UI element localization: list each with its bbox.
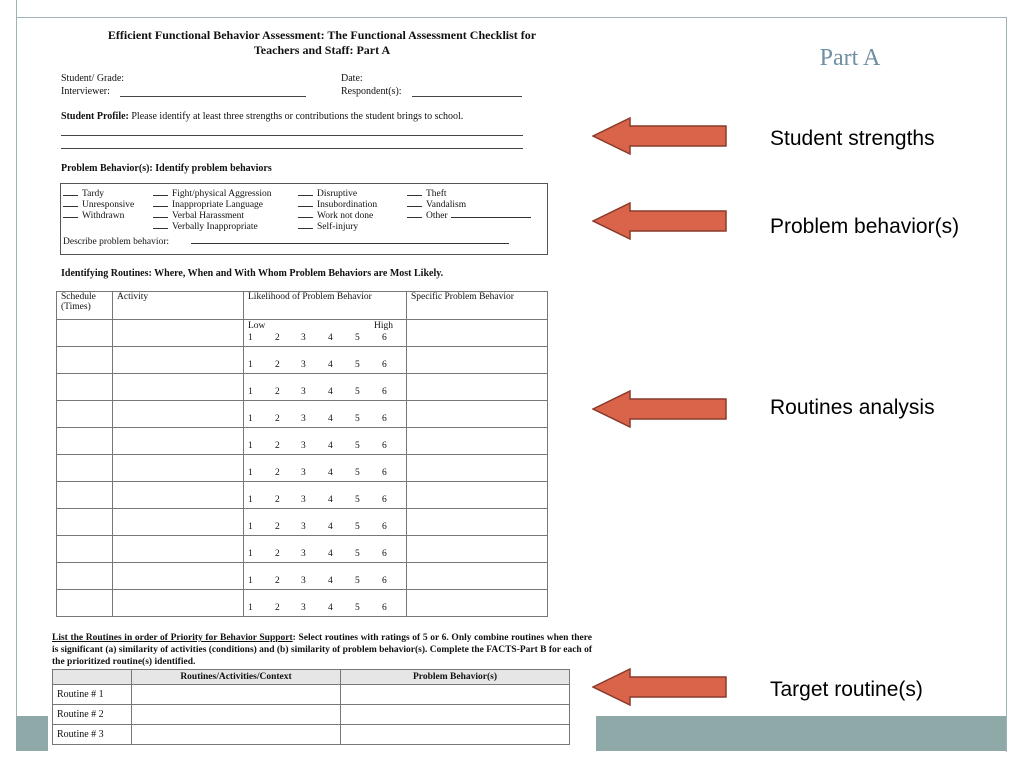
rating-option[interactable]: 3 (301, 387, 306, 397)
specific-behavior-cell[interactable] (407, 374, 548, 401)
activity-cell[interactable] (113, 428, 244, 455)
routine-row (57, 482, 548, 509)
problem-behavior-heading: Problem Behavior(s): Identify problem behaviors (61, 163, 272, 174)
routine-behavior-cell[interactable] (341, 705, 570, 725)
slide-frame-right (1006, 17, 1007, 752)
activity-cell[interactable] (113, 347, 244, 374)
specific-behavior-cell[interactable] (407, 563, 548, 590)
col-schedule: Schedule (Times) (57, 292, 113, 320)
priority-rest: : Select routines with ratings of 5 or 6. Only combine routines when there is significant (a) similarity of activities (conditions) and (b) similarity of problem behavior(s). Complete the FACTS-Part B for each of the prioritized routine(s) identified. (52, 633, 592, 667)
rating-option[interactable]: 5 (355, 468, 360, 478)
rating-option[interactable]: 4 (328, 522, 333, 532)
pb-harassment: Verbal Harassment (153, 209, 244, 221)
rating-option[interactable]: 1 (248, 414, 253, 424)
rating-option[interactable]: 5 (355, 576, 360, 586)
specific-behavior-cell[interactable] (407, 509, 548, 536)
arrow-left-icon (592, 668, 728, 706)
routine-context-cell[interactable] (132, 705, 341, 725)
rating-option[interactable]: 2 (275, 441, 280, 451)
rating-option[interactable]: 1 (248, 603, 253, 613)
specific-behavior-cell[interactable] (407, 347, 548, 374)
col-likelihood: Likelihood of Problem Behavior (244, 292, 407, 320)
slide-title: Part A (819, 45, 881, 71)
rating-option[interactable]: 2 (275, 549, 280, 559)
activity-cell[interactable] (113, 401, 244, 428)
schedule-cell[interactable] (57, 347, 113, 374)
priority-underlined: List the Routines in order of Priority for Behavior Support (52, 633, 293, 643)
rating-option[interactable]: 4 (328, 333, 333, 343)
rating-option[interactable]: 2 (275, 414, 280, 424)
priority-col-routines: Routines/Activities/Context (132, 670, 341, 685)
pb-theft: Theft (407, 187, 447, 199)
priority-row (53, 725, 570, 745)
likelihood-cell (244, 401, 407, 428)
rating-option[interactable]: 4 (328, 441, 333, 451)
routine-context-cell[interactable] (132, 725, 341, 745)
routine-row (57, 509, 548, 536)
routine-behavior-cell[interactable] (341, 725, 570, 745)
rating-option[interactable]: 6 (382, 576, 387, 586)
student-profile (61, 111, 463, 122)
likelihood-cell (244, 428, 407, 455)
routines-heading: Identifying Routines: Where, When and With Whom Problem Behaviors are Most Likely. (61, 268, 444, 279)
rating-option[interactable]: 5 (355, 549, 360, 559)
date-label: Date: (341, 73, 363, 84)
interviewer-line (120, 96, 306, 97)
activity-cell[interactable] (113, 536, 244, 563)
rating-option[interactable]: 4 (328, 549, 333, 559)
pb-language: Inappropriate Language (153, 198, 263, 210)
routine-number-label: Routine # 3 (53, 725, 132, 745)
profile-line-1 (61, 135, 523, 136)
rating-option[interactable]: 1 (248, 468, 253, 478)
rating-option[interactable]: 1 (248, 522, 253, 532)
rating-option[interactable]: 6 (382, 414, 387, 424)
pb-self-injury: Self-injury (298, 220, 358, 232)
schedule-cell[interactable] (57, 401, 113, 428)
rating-option[interactable]: 4 (328, 387, 333, 397)
pb-insubordination: Insubordination (298, 198, 377, 210)
likelihood-cell (244, 482, 407, 509)
routine-row (57, 320, 548, 347)
likelihood-cell (244, 374, 407, 401)
specific-behavior-cell[interactable] (407, 536, 548, 563)
priority-row (53, 685, 570, 705)
routine-number-label: Routine # 2 (53, 705, 132, 725)
rating-option[interactable]: 1 (248, 441, 253, 451)
document-title (48, 28, 596, 58)
likelihood-cell (244, 563, 407, 590)
specific-behavior-cell[interactable] (407, 455, 548, 482)
routine-row (57, 374, 548, 401)
rating-option[interactable]: 5 (355, 495, 360, 505)
activity-cell[interactable] (113, 374, 244, 401)
likelihood-cell (244, 455, 407, 482)
rating-option[interactable]: 6 (382, 387, 387, 397)
profile-label: Student Profile: (61, 111, 129, 122)
rating-option[interactable]: 5 (355, 441, 360, 451)
routines-header-row (57, 292, 548, 320)
arrow-left-icon (592, 117, 728, 155)
profile-text: Please identify at least three strengths or contributions the student brings to school. (131, 111, 464, 122)
routine-row (57, 455, 548, 482)
callout-student-strengths: Student strengths (770, 127, 935, 150)
rating-option[interactable]: 1 (248, 549, 253, 559)
rating-option[interactable]: 5 (355, 522, 360, 532)
activity-cell[interactable] (113, 320, 244, 347)
pb-other: Other (407, 209, 531, 221)
rating-option[interactable]: 2 (275, 576, 280, 586)
rating-option[interactable]: 1 (248, 360, 253, 370)
likelihood-cell (244, 536, 407, 563)
routine-context-cell[interactable] (132, 685, 341, 705)
rating-option[interactable]: 2 (275, 387, 280, 397)
specific-behavior-cell[interactable] (407, 401, 548, 428)
rating-option[interactable]: 5 (355, 414, 360, 424)
rating-option[interactable]: 2 (275, 333, 280, 343)
footer-band-right (594, 716, 1006, 751)
student-grade-label: Student/ Grade: (61, 73, 125, 84)
rating-option[interactable]: 2 (275, 522, 280, 532)
routine-row (57, 590, 548, 617)
routine-row (57, 401, 548, 428)
col-activity: Activity (113, 292, 244, 320)
priority-col-blank (53, 670, 132, 685)
footer-band-left (16, 716, 52, 751)
rating-option[interactable]: 6 (382, 522, 387, 532)
rating-option[interactable]: 6 (382, 441, 387, 451)
callout-routines-analysis: Routines analysis (770, 396, 935, 419)
rating-option[interactable]: 4 (328, 576, 333, 586)
rating-option[interactable]: 1 (248, 387, 253, 397)
rating-option[interactable]: 3 (301, 468, 306, 478)
high-label: High (374, 321, 393, 331)
rating-option[interactable]: 3 (301, 522, 306, 532)
likelihood-cell (244, 320, 407, 347)
low-label: Low (248, 321, 266, 331)
pb-fight: Fight/physical Aggression (153, 187, 272, 199)
rating-option[interactable]: 3 (301, 549, 306, 559)
pb-verbally-inappropriate: Verbally Inappropriate (153, 220, 258, 232)
schedule-cell[interactable] (57, 536, 113, 563)
rating-option[interactable]: 2 (275, 360, 280, 370)
rating-option[interactable]: 3 (301, 333, 306, 343)
specific-behavior-cell[interactable] (407, 428, 548, 455)
pb-withdrawn: Withdrawn (63, 209, 124, 221)
rating-option[interactable]: 6 (382, 495, 387, 505)
callout-target-routines: Target routine(s) (770, 678, 923, 701)
specific-behavior-cell[interactable] (407, 482, 548, 509)
rating-option[interactable]: 1 (248, 495, 253, 505)
interviewer-label: Interviewer: (61, 86, 110, 97)
pb-work-not-done: Work not done (298, 209, 373, 221)
rating-option[interactable]: 1 (248, 333, 253, 343)
respondents-label: Respondent(s): (341, 86, 402, 97)
activity-cell[interactable] (113, 455, 244, 482)
arrow-left-icon (592, 390, 728, 428)
likelihood-cell (244, 347, 407, 374)
schedule-cell[interactable] (57, 320, 113, 347)
routines-table (56, 291, 548, 617)
problem-behavior-box (60, 183, 548, 255)
pb-disruptive: Disruptive (298, 187, 357, 199)
rating-option[interactable]: 3 (301, 576, 306, 586)
likelihood-cell (244, 590, 407, 617)
slide-frame-left (16, 0, 17, 750)
routine-number-label: Routine # 1 (53, 685, 132, 705)
rating-option[interactable]: 4 (328, 414, 333, 424)
rating-option[interactable]: 3 (301, 495, 306, 505)
rating-option[interactable]: 5 (355, 333, 360, 343)
activity-cell[interactable] (113, 590, 244, 617)
rating-option[interactable]: 6 (382, 468, 387, 478)
priority-row (53, 705, 570, 725)
rating-option[interactable]: 3 (301, 360, 306, 370)
priority-header-row (53, 670, 570, 685)
respondents-line (412, 96, 522, 97)
priority-instructions (52, 632, 592, 668)
rating-option[interactable]: 1 (248, 576, 253, 586)
schedule-cell[interactable] (57, 428, 113, 455)
callout-problem-behaviors: Problem behavior(s) (770, 215, 960, 238)
rating-option[interactable]: 2 (275, 495, 280, 505)
rating-option[interactable]: 3 (301, 414, 306, 424)
activity-cell[interactable] (113, 482, 244, 509)
rating-option[interactable]: 4 (328, 468, 333, 478)
title-line-2: Teachers and Staff: Part A (253, 43, 391, 57)
activity-cell[interactable] (113, 563, 244, 590)
rating-option[interactable]: 4 (328, 603, 333, 613)
rating-option[interactable]: 5 (355, 360, 360, 370)
pb-vandalism: Vandalism (407, 198, 466, 210)
schedule-cell[interactable] (57, 590, 113, 617)
rating-option[interactable]: 6 (382, 549, 387, 559)
activity-cell[interactable] (113, 509, 244, 536)
pb-unresponsive: Unresponsive (63, 198, 134, 210)
routine-row (57, 563, 548, 590)
priority-table (52, 669, 570, 745)
rating-option[interactable]: 4 (328, 360, 333, 370)
rating-option[interactable]: 3 (301, 441, 306, 451)
rating-option[interactable]: 6 (382, 360, 387, 370)
rating-option[interactable]: 6 (382, 333, 387, 343)
schedule-cell[interactable] (57, 509, 113, 536)
routine-row (57, 428, 548, 455)
rating-option[interactable]: 6 (382, 603, 387, 613)
pb-describe: Describe problem behavior: (63, 235, 509, 247)
col-specific-behavior: Specific Problem Behavior (407, 292, 548, 320)
priority-col-behaviors: Problem Behavior(s) (341, 670, 570, 685)
schedule-cell[interactable] (57, 455, 113, 482)
rating-option[interactable]: 2 (275, 603, 280, 613)
rating-option[interactable]: 4 (328, 495, 333, 505)
specific-behavior-cell[interactable] (407, 320, 548, 347)
rating-option[interactable]: 2 (275, 468, 280, 478)
arrow-left-icon (592, 202, 728, 240)
routine-row (57, 536, 548, 563)
routine-behavior-cell[interactable] (341, 685, 570, 705)
schedule-cell[interactable] (57, 563, 113, 590)
profile-line-2 (61, 148, 523, 149)
rating-option[interactable]: 5 (355, 603, 360, 613)
schedule-cell[interactable] (57, 482, 113, 509)
routine-row (57, 347, 548, 374)
rating-option[interactable]: 5 (355, 387, 360, 397)
schedule-cell[interactable] (57, 374, 113, 401)
likelihood-cell (244, 509, 407, 536)
rating-option[interactable]: 3 (301, 603, 306, 613)
title-line-1: Efficient Functional Behavior Assessment: The Functional Assessment Checklist for (107, 28, 537, 42)
specific-behavior-cell[interactable] (407, 590, 548, 617)
pb-tardy: Tardy (63, 187, 104, 199)
